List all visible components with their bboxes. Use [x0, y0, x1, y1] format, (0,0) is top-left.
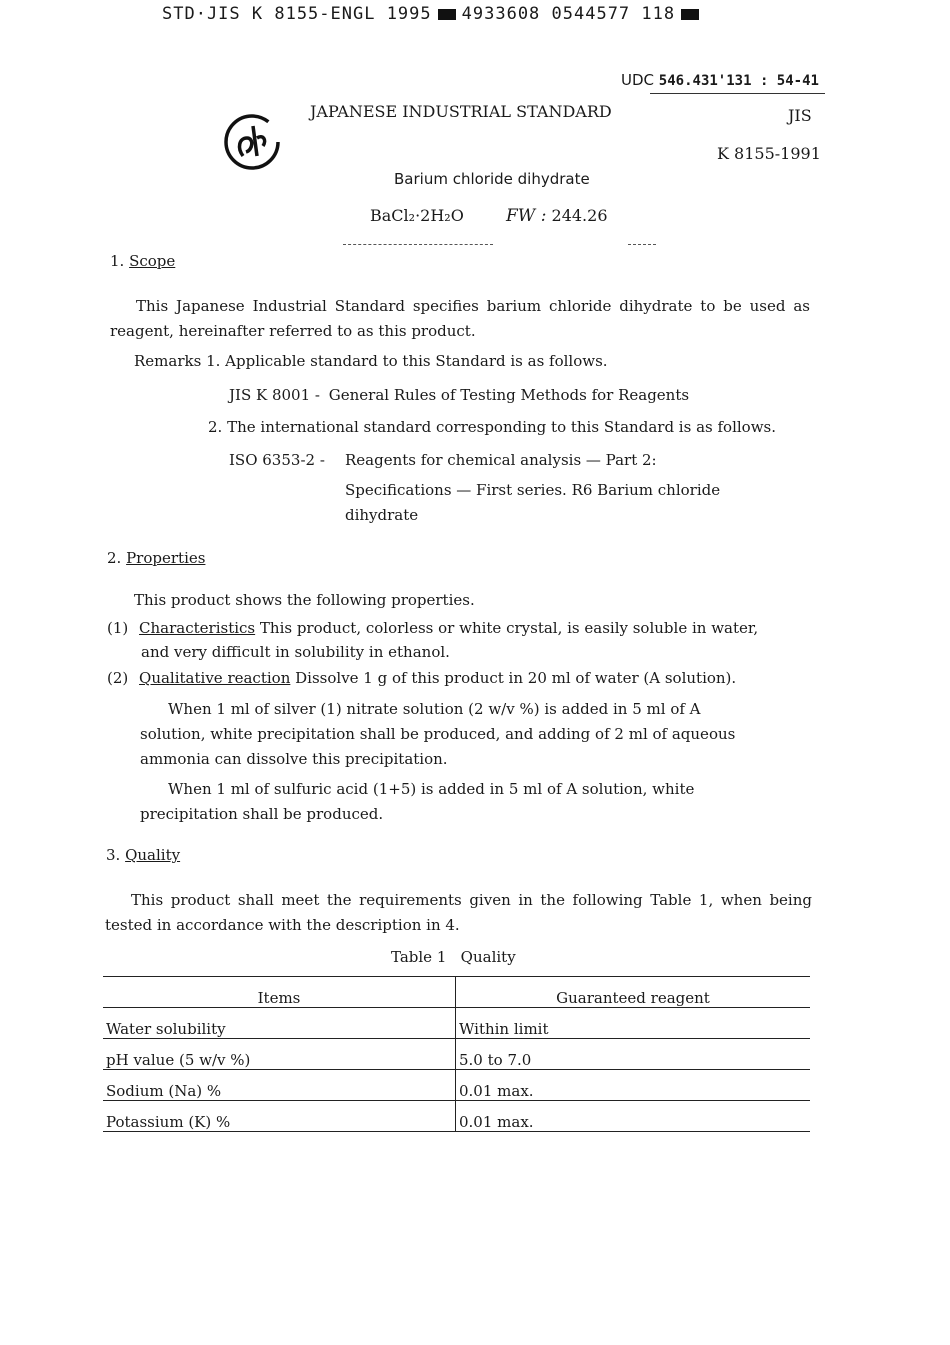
quality-heading — [106, 846, 180, 864]
properties-title: Properties — [126, 549, 206, 567]
table-cell-item: Potassium (K) % — [106, 1113, 231, 1131]
black-block-icon — [681, 9, 699, 20]
item-1-number: (1) — [107, 619, 129, 637]
scope-number: 1. — [110, 252, 125, 270]
fw-label: FW : — [506, 206, 547, 226]
header-strip-prefix: STD·JIS K 8155-ENGL 1995 — [162, 4, 432, 24]
header-strip-code: 4933608 0544577 118 — [461, 4, 676, 24]
remarks-label: Remarks — [134, 352, 202, 370]
item-2-heading: Qualitative reaction — [139, 669, 291, 687]
iso-title-line-1: Reagents for chemical analysis — Part 2: — [345, 451, 657, 469]
scope-title: Scope — [129, 252, 176, 270]
fw-value: 244.26 — [551, 206, 608, 225]
reaction-paragraph-a: When 1 ml of silver (1) nitrate solution (2 w/v %) is added in 5 ml of A solution, white precipitation shall be produced, and adding of 2 ml of aqueous ammonia can dissolve this precipitation. — [140, 700, 736, 768]
udc-label: UDC — [621, 71, 655, 89]
properties-number: 2. — [107, 549, 122, 567]
remark-2: 2. The international standard corresponding to this Standard is as follows. — [208, 418, 776, 436]
property-item-1 — [107, 619, 758, 637]
property-item-1-cont: and very difficult in solubility in ethanol. — [141, 643, 450, 661]
table-row — [103, 1070, 810, 1101]
item-2-number: (2) — [107, 669, 129, 687]
quality-paragraph: This product shall meet the requirements given in the following Table 1, when being tested in accordance with the description in 4. — [105, 891, 812, 934]
quality-number: 3. — [106, 846, 121, 864]
jis-number: K 8155-1991 — [717, 144, 821, 163]
black-block-icon — [438, 9, 456, 20]
column-header-reagent: Guaranteed reagent — [456, 977, 811, 1008]
table-caption: Table 1 Quality — [391, 948, 516, 966]
quality-table — [103, 976, 810, 1132]
table-cell-value: 5.0 to 7.0 — [456, 1039, 811, 1070]
item-2-text: Dissolve 1 g of this product in 20 ml of water (A solution). — [295, 669, 737, 687]
property-item-2 — [107, 669, 736, 687]
udc-line — [621, 71, 819, 89]
jis-ref-title: General Rules of Testing Methods for Reagents — [328, 386, 690, 404]
table-cell-item: pH value (5 w/v %) — [106, 1051, 251, 1069]
jis-mark-svg — [219, 108, 285, 174]
scope-paragraph: This Japanese Industrial Standard specifies barium chloride dihydrate to be used as reagent, hereinafter referred to as this product. — [110, 297, 810, 340]
udc-value: 546.431'131 : 54-41 — [658, 73, 819, 89]
table-row — [103, 1039, 810, 1070]
jis-reference — [229, 386, 689, 404]
title-rule — [343, 244, 493, 245]
scope-heading — [110, 252, 175, 270]
item-1-heading: Characteristics — [139, 619, 256, 637]
quality-title: Quality — [125, 846, 181, 864]
remark-1: 1. Applicable standard to this Standard is as follows. — [206, 352, 608, 370]
udc-underline — [650, 93, 825, 94]
table-cell-value: 0.01 max. — [456, 1101, 811, 1132]
iso-reference-code: ISO 6353-2 - — [229, 451, 325, 469]
column-header-items: Items — [257, 989, 301, 1007]
jis-label: JIS — [788, 106, 812, 125]
formula-line — [370, 206, 608, 226]
properties-intro: This product shows the following properties. — [134, 591, 475, 609]
page-title: Barium chloride dihydrate — [394, 170, 590, 188]
standard-type: JAPANESE INDUSTRIAL STANDARD — [310, 102, 612, 121]
iso-title-line-2: Specifications — First series. R6 Barium chloride — [345, 481, 721, 499]
header-strip — [162, 4, 705, 24]
jis-ref-code: JIS K 8001 - — [229, 386, 320, 404]
table-row — [103, 1101, 810, 1132]
jis-logo-icon — [219, 108, 285, 174]
properties-heading — [107, 549, 205, 567]
remarks-line-1 — [134, 352, 608, 370]
iso-title-line-3: dihydrate — [345, 506, 419, 524]
table-cell-value: Within limit — [456, 1008, 811, 1039]
table-header-row — [103, 977, 810, 1008]
title-rule-right — [628, 244, 656, 245]
reaction-paragraph-b: When 1 ml of sulfuric acid (1+5) is added in 5 ml of A solution, white precipitation shall be produced. — [140, 780, 695, 823]
table-cell-item: Sodium (Na) % — [106, 1082, 222, 1100]
table-cell-item: Water solubility — [106, 1020, 226, 1038]
table-cell-value: 0.01 max. — [456, 1070, 811, 1101]
chemical-formula: BaCl₂·2H₂O — [370, 206, 464, 225]
table-row — [103, 1008, 810, 1039]
item-1-text: This product, colorless or white crystal, is easily soluble in water, — [259, 619, 759, 637]
